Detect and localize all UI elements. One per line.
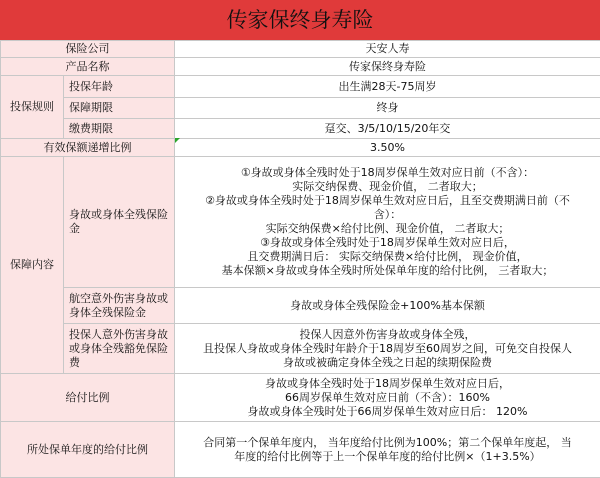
payout-line: 66周岁保单生效对应日前（不含）：160% <box>178 391 597 405</box>
death-line: ②身故或身体全残时处于18周岁保单生效对应日后，且至交费期满日前（不 <box>178 194 597 208</box>
pay-label: 缴费期限 <box>64 119 175 139</box>
coverage-label: 保障内容 <box>1 157 64 374</box>
death-line: ①身故或身体全残时处于18周岁保单生效对应日前（不含）： <box>178 166 597 180</box>
waiver-line: 投保人因意外伤害身故或身体全残， <box>178 328 597 342</box>
death-line: 基本保额×身故或身体全残时所处保单年度的给付比例， 三者取大； <box>178 264 597 278</box>
table-row <box>1 139 600 157</box>
table-row <box>1 76 600 98</box>
aviation-benefit-label: 航空意外伤害身故或身体全残保险金 <box>64 288 175 324</box>
waiver-label: 投保人意外伤害身故或身体全残豁免保险费 <box>64 324 175 374</box>
cell-comment-marker <box>175 138 180 143</box>
rules-label: 投保规则 <box>1 76 64 139</box>
table-row <box>1 98 600 119</box>
table-row <box>1 288 600 324</box>
payout-label: 给付比例 <box>1 374 175 422</box>
yearly-line: 合同第一个保单年度内， 当年度给付比例为100%；第二个保单年度起， 当 <box>178 436 597 450</box>
death-benefit-value <box>175 157 600 288</box>
payout-line: 身故或身体全残时处于18周岁保单生效对应日后， <box>178 377 597 391</box>
company-label: 保险公司 <box>1 41 175 58</box>
sheet-title: 传家保终身寿险 <box>0 0 600 41</box>
product-value: 传家保终身寿险 <box>175 58 600 76</box>
yearly-line: 年度的给付比例等于上一个保单年度的给付比例×（1+3.5%） <box>178 450 597 464</box>
product-label: 产品名称 <box>1 58 175 76</box>
product-table <box>0 40 600 478</box>
yearly-label: 所处保单年度的给付比例 <box>1 422 175 478</box>
table-row <box>1 374 600 422</box>
death-line: ③身故或身体全残时处于18周岁保单生效对应日后， <box>178 236 597 250</box>
term-label: 保障期限 <box>64 98 175 119</box>
company-value: 天安人寿 <box>175 41 600 58</box>
table-row <box>1 119 600 139</box>
death-line: 实际交纳保费、现金价值， 二者取大； <box>178 180 597 194</box>
age-value: 出生满28天-75周岁 <box>175 76 600 98</box>
death-line: 含）： <box>178 208 597 222</box>
table-row <box>1 422 600 478</box>
term-value: 终身 <box>175 98 600 119</box>
death-benefit-label: 身故或身体全残保险金 <box>64 157 175 288</box>
growth-value: 3.50% <box>175 139 600 157</box>
table-row <box>1 157 600 288</box>
yearly-value <box>175 422 600 478</box>
aviation-benefit-value: 身故或身体全残保险金+100%基本保额 <box>175 288 600 324</box>
waiver-value <box>175 324 600 374</box>
table-row <box>1 41 600 58</box>
table-row <box>1 58 600 76</box>
age-label: 投保年龄 <box>64 76 175 98</box>
table-row <box>1 324 600 374</box>
payout-value <box>175 374 600 422</box>
death-line: 且交费期满日后： 实际交纳保费×给付比例， 现金价值， <box>178 250 597 264</box>
pay-value: 趸交、3/5/10/15/20年交 <box>175 119 600 139</box>
waiver-line: 身故或被确定身体全残之日起的续期保险费 <box>178 356 597 370</box>
waiver-line: 且投保人身故或身体全残时年龄介于18周岁至60周岁之间，可免交自投保人 <box>178 342 597 356</box>
payout-line: 身故或身体全残时处于66周岁保单生效对应日后： 120% <box>178 405 597 419</box>
growth-label: 有效保额递增比例 <box>1 139 175 157</box>
death-line: 实际交纳保费×给付比例、现金价值， 二者取大； <box>178 222 597 236</box>
